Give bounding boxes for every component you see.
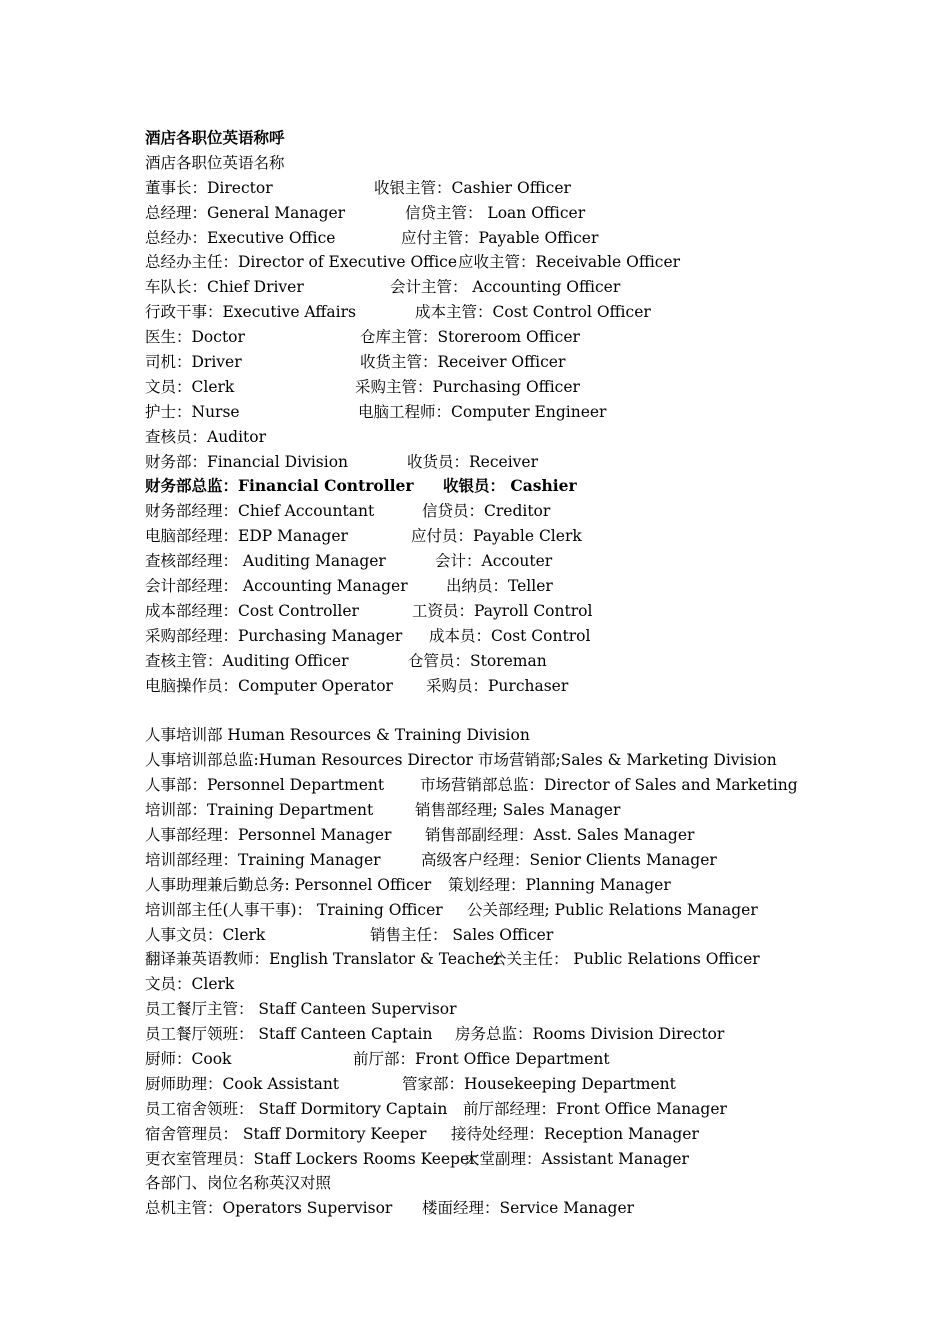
doc-line: [145, 923, 825, 948]
line-right-text: 高级客户经理：Senior Clients Manager: [421, 850, 717, 869]
line-right-text: 前厅部：Front Office Department: [353, 1049, 610, 1068]
doc-line: [145, 176, 825, 201]
line-left-text: 文员：Clerk: [145, 377, 235, 396]
line-left-text: 护士：Nurse: [145, 402, 240, 421]
line-right-text: 收货主管：Receiver Officer: [360, 353, 566, 372]
line-right-text: 仓库主管：Storeroom Officer: [360, 328, 580, 347]
line-left-text: 电脑操作员：Computer Operator: [145, 676, 393, 695]
line-left-text: 人事助理兼后勤总务: Personnel Officer: [145, 875, 432, 894]
line-left-text: 人事文员：Clerk: [145, 925, 266, 944]
doc-line: [145, 201, 825, 226]
line-left-text: 人事培训部总监:Human Resources Director: [145, 751, 473, 770]
line-left-text: 财务部总监：Financial Controller: [145, 476, 414, 496]
doc-line: [145, 748, 825, 773]
line-right-text: 收银员： Cashier: [443, 476, 577, 496]
doc-line: [145, 1122, 825, 1147]
doc-line: [145, 499, 825, 524]
doc-line: [145, 375, 825, 400]
doc-line: [145, 1072, 825, 1097]
line-left-text: 财务部：Financial Division: [145, 452, 349, 471]
line-left-text: 员工宿舍领班： Staff Dormitory Captain: [145, 1099, 448, 1118]
doc-line: [145, 649, 825, 674]
line-left-text: 查核主管：Auditing Officer: [145, 651, 349, 670]
line-left-text: 总经办：Executive Office: [145, 228, 336, 247]
line-left-text: 厨师助理：Cook Assistant: [145, 1074, 340, 1093]
line-right-text: 前厅部经理：Front Office Manager: [463, 1099, 727, 1118]
line-right-text: 销售主任： Sales Officer: [370, 925, 554, 944]
doc-line: [145, 1171, 825, 1196]
line-left-text: 培训部经理：Training Manager: [145, 850, 381, 869]
doc-line: [145, 773, 825, 798]
line-left-text: 培训部：Training Department: [145, 801, 374, 820]
line-left-text: 更衣室管理员：Staff Lockers Rooms Keeper: [145, 1149, 477, 1168]
doc-line: [145, 1022, 825, 1047]
doc-line: [145, 873, 825, 898]
line-left-text: 查核部经理： Auditing Manager: [145, 552, 386, 571]
doc-line: [145, 674, 825, 699]
line-left-text: 查核员：Auditor: [145, 427, 267, 446]
line-left-text: 电脑部经理：EDP Manager: [145, 527, 348, 546]
line-right-text: 电脑工程师：Computer Engineer: [358, 402, 607, 421]
line-right-text: 信贷主管： Loan Officer: [405, 203, 586, 222]
line-right-text: 会计：Accouter: [435, 552, 553, 571]
line-right-text: 应收主管：Receivable Officer: [458, 253, 681, 272]
line-left-text: 总经理：General Manager: [145, 203, 346, 222]
doc-line: [145, 972, 825, 997]
line-right-text: 市场营销部总监：Director of Sales and Marketing: [420, 776, 798, 795]
line-right-text: 公关部经理; Public Relations Manager: [467, 900, 758, 919]
line-right-text: 成本主管：Cost Control Officer: [415, 303, 651, 322]
line-right-text: 信贷员：Creditor: [422, 502, 551, 521]
doc-line: [145, 624, 825, 649]
doc-line: [145, 947, 825, 972]
line-left-text: 人事部：Personnel Department: [145, 776, 385, 795]
doc-line: [145, 823, 825, 848]
doc-line: [145, 300, 825, 325]
line-left-text: 酒店各职位英语名称: [145, 153, 285, 172]
doc-line: [145, 226, 825, 251]
line-left-text: 各部门、岗位名称英汉对照: [145, 1174, 332, 1193]
doc-line: [145, 450, 825, 475]
line-right-text: 出纳员：Teller: [446, 577, 553, 596]
doc-line: [145, 698, 825, 723]
line-left-text: 宿舍管理员： Staff Dormitory Keeper: [145, 1124, 427, 1143]
doc-line: [145, 1097, 825, 1122]
line-right-text: 收货员：Receiver: [407, 452, 538, 471]
line-left-text: 会计部经理： Accounting Manager: [145, 577, 408, 596]
document-body: [145, 126, 825, 1221]
line-right-text: 应付主管：Payable Officer: [401, 228, 599, 247]
line-right-text: 采购主管：Purchasing Officer: [355, 377, 580, 396]
line-left-text: 车队长：Chief Driver: [145, 278, 304, 297]
line-left-text: 文员：Clerk: [145, 975, 235, 994]
doc-line: [145, 848, 825, 873]
doc-line: [145, 574, 825, 599]
line-left-text: 酒店各职位英语称呼: [145, 128, 285, 147]
doc-line: [145, 723, 825, 748]
line-left-text: 人事部经理：Personnel Manager: [145, 825, 392, 844]
line-right-text: 应付员：Payable Clerk: [411, 527, 582, 546]
line-left-text: 培训部主任(人事干事)： Training Officer: [145, 900, 443, 919]
line-right-text: 会计主管： Accounting Officer: [390, 278, 621, 297]
doc-line: [145, 474, 825, 499]
line-right-text: 成本员：Cost Control: [429, 626, 591, 645]
doc-line: [145, 798, 825, 823]
line-right-text: 楼面经理：Service Manager: [422, 1199, 635, 1218]
line-left-text: 厨师：Cook: [145, 1049, 232, 1068]
doc-line: [145, 325, 825, 350]
line-left-text: 医生：Doctor: [145, 328, 245, 347]
line-right-text: 采购员：Purchaser: [426, 676, 569, 695]
line-right-text: 收银主管：Cashier Officer: [374, 178, 571, 197]
line-right-text: 公关主任： Public Relations Officer: [491, 950, 760, 969]
line-left-text: 司机：Driver: [145, 353, 242, 372]
line-left-text: 总经办主任：Director of Executive Office: [145, 253, 458, 272]
line-right-text: 大堂副理：Assistant Manager: [464, 1149, 689, 1168]
doc-line: [145, 1047, 825, 1072]
line-right-text: 市场营销部;Sales & Marketing Division: [478, 751, 777, 770]
line-left-text: 员工餐厅领班： Staff Canteen Captain: [145, 1025, 433, 1044]
line-right-text: 销售部经理; Sales Manager: [415, 801, 621, 820]
line-left-text: 员工餐厅主管： Staff Canteen Supervisor: [145, 1000, 457, 1019]
doc-line: [145, 425, 825, 450]
doc-line: [145, 126, 825, 151]
line-left-text: 总机主管：Operators Supervisor: [145, 1199, 393, 1218]
line-right-text: 房务总监：Rooms Division Director: [455, 1025, 725, 1044]
line-left-text: 人事培训部 Human Resources & Training Division: [145, 726, 530, 745]
line-right-text: 销售部副经理：Asst. Sales Manager: [425, 825, 695, 844]
doc-line: [145, 524, 825, 549]
doc-line: [145, 549, 825, 574]
doc-line: [145, 250, 825, 275]
line-right-text: 工资员：Payroll Control: [412, 601, 593, 620]
line-right-text: 策划经理：Planning Manager: [448, 875, 671, 894]
doc-line: [145, 599, 825, 624]
line-left-text: 翻译兼英语教师：English Translator & Teacher: [145, 950, 502, 969]
doc-line: [145, 350, 825, 375]
line-left-text: 董事长：Director: [145, 178, 273, 197]
doc-line: [145, 400, 825, 425]
doc-line: [145, 151, 825, 176]
doc-line: [145, 898, 825, 923]
line-right-text: 仓管员：Storeman: [408, 651, 547, 670]
line-right-text: 管家部：Housekeeping Department: [402, 1074, 676, 1093]
doc-line: [145, 997, 825, 1022]
line-left-text: 行政干事：Executive Affairs: [145, 303, 356, 322]
doc-line: [145, 1196, 825, 1221]
doc-line: [145, 1147, 825, 1172]
line-right-text: 接待处经理：Reception Manager: [451, 1124, 699, 1143]
line-left-text: 财务部经理：Chief Accountant: [145, 502, 375, 521]
line-left-text: 采购部经理：Purchasing Manager: [145, 626, 403, 645]
line-left-text: 成本部经理：Cost Controller: [145, 601, 359, 620]
doc-line: [145, 275, 825, 300]
